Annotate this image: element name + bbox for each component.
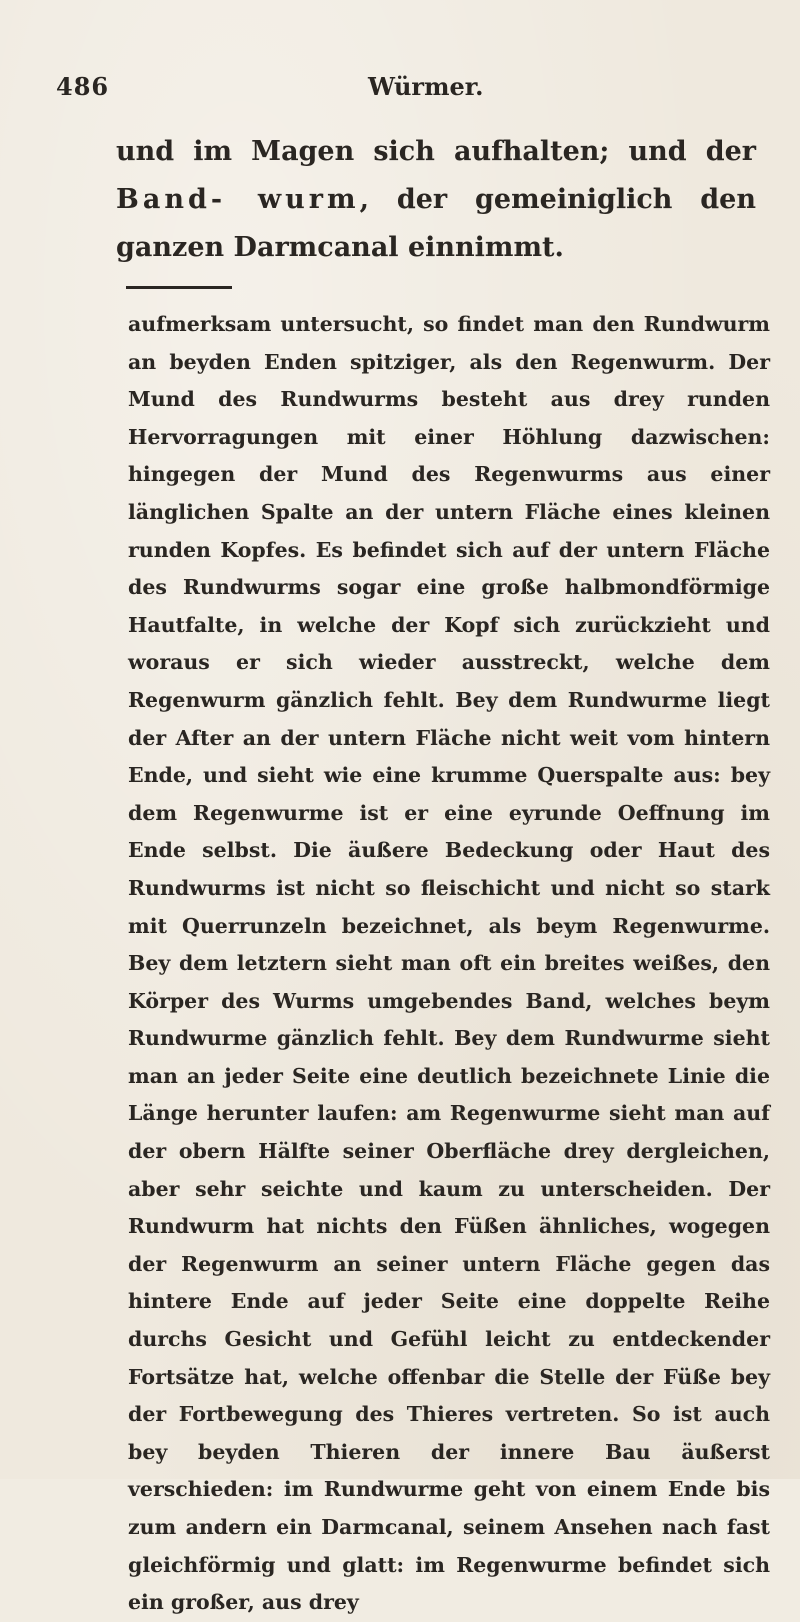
body-paragraph: aufmerksam untersucht, so findet man den Rundwurm an beyden Enden spitziger, als den Regenwurm. Der Mund des Rundwurms besteht aus drey runden Hervorragungen mit einer Höhlung dazwischen: hingegen der Mund des Regenwurms aus einer länglichen Spalte an der untern Fläche eines kleinen runden Kopfes. Es befindet sich auf der untern Fläche des Rundwurms sogar eine große halbmondförmige Hautfalte, in welche der Kopf sich zurückzieht und woraus er sich wieder ausstreckt, welche dem Regenwurm gänzlich fehlt. Bey dem Rundwurme liegt der After an der untern Fläche nicht weit vom hintern Ende, und sieht wie eine krumme Querspalte aus: bey dem Regenwurme ist er eine eyrunde Oeffnung im Ende selbst. Die äußere Bedeckung oder Haut des Rundwurms ist nicht so fleischicht und nicht so stark mit Querrunzeln bezeichnet, als beym Regenwurme. Bey dem letztern sieht man oft ein breites weißes, den Körper des Wurms umgebendes Band, welches beym Rundwurme gänzlich fehlt. Bey dem Rundwurme sieht man an jeder Seite eine deutlich bezeichnete Linie die Länge herunter laufen: am Regenwurme sieht man auf der obern Hälfte seiner Oberfläche drey dergleichen, aber sehr seichte und kaum zu unterscheiden. Der Rundwurm hat nichts den Füßen ähnliches, wogegen der Regenwurm an seiner untern Fläche gegen das hintere Ende auf jeder Seite eine doppelte Reihe durchs Gesicht und Gefühl leicht zu entdeckender Fortsätze hat, welche offenbar die Stelle der Füße bey der Fortbewegung des Thieres vertreten. So ist auch bey beyden Thieren der innere Bau äußerst verschieden: im Rundwurme geht von einem Ende bis zum andern ein Darmcanal, seinem Ansehen nach fast gleichförmig und glatt: im Regenwurme befindet sich ein großer, aus drey	[128, 312, 770, 1615]
lead-text-after: , der gemeiniglich den ganzen Darmcanal einnimmt.	[116, 184, 756, 263]
page-number: 486	[56, 72, 110, 101]
lead-paragraph	[116, 128, 756, 272]
running-head: Würmer.	[368, 72, 484, 101]
lead-spaced-word: Band- wurm	[116, 184, 360, 215]
page-header	[56, 72, 746, 112]
section-divider	[126, 286, 232, 289]
lead-text-before: und im Magen sich aufhalten; und der	[116, 136, 756, 167]
